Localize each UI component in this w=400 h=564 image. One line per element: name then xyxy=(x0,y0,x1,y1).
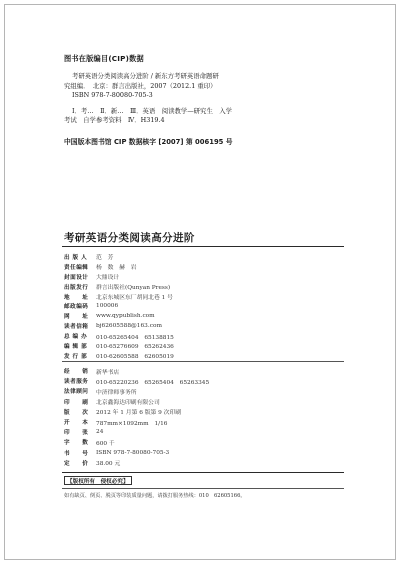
info-value: bj62605588@163.com xyxy=(96,323,162,330)
info-value: ISBN 978-7-80080-705-3 xyxy=(96,449,170,456)
info-row xyxy=(64,351,344,361)
info-value: 大鼎设计 xyxy=(96,275,120,282)
info-value: 2012 年 1 月第 6 版第 9 次印刷 xyxy=(96,410,182,417)
info-row xyxy=(64,301,344,311)
info-row xyxy=(64,376,344,386)
info-row xyxy=(64,262,344,272)
info-value: 787mm×1092mm 1/16 xyxy=(96,420,168,427)
info-label: 开 本 xyxy=(64,420,89,427)
info-value: 100006 xyxy=(96,303,119,310)
info-value: 24 xyxy=(96,429,104,436)
divider xyxy=(62,488,344,489)
info-label: 封面设计 xyxy=(64,274,89,281)
info-label: 责任编辑 xyxy=(64,264,89,271)
info-label: 经 销 xyxy=(64,369,89,376)
info-value: 群言出版社(Qunyan Press) xyxy=(96,285,171,292)
book-title: 考研英语分类阅读高分进阶 xyxy=(64,232,195,244)
footer-note: 如有缺页、倒页、脱页等印装质量问题，请拨打服务热线：010 62605166。 xyxy=(64,493,246,499)
cip-subject-line: Ⅰ．考… Ⅱ．新… Ⅲ．英语 阅读教学—研究生 入学 xyxy=(72,106,233,115)
info-row xyxy=(64,366,344,376)
publication-info xyxy=(64,252,344,361)
info-value: 杨 数 赫 岩 xyxy=(96,265,137,272)
cip-line: ISBN 978-7-80080-705-3 xyxy=(72,91,153,100)
info-label: 读者服务 xyxy=(64,379,89,386)
cip-line: 考研英语分类阅读高分进阶 / 新东方考研英语命题研 xyxy=(72,72,219,80)
cip-heading: 图书在版编目(CIP)数据 xyxy=(64,54,144,63)
info-label: 发 行 部 xyxy=(64,353,88,360)
divider xyxy=(62,472,344,473)
info-row xyxy=(64,386,344,396)
info-row xyxy=(64,272,344,282)
info-value: www.qypublish.com xyxy=(96,313,155,320)
info-value: 新华书店 xyxy=(96,369,120,376)
info-label: 法律顾问 xyxy=(64,389,89,396)
divider xyxy=(62,361,344,362)
info-row xyxy=(64,437,344,447)
info-value: 600 千 xyxy=(96,440,115,447)
info-label: 出 版 人 xyxy=(64,254,88,261)
info-value: 范 芳 xyxy=(96,255,114,262)
info-label: 定 价 xyxy=(64,460,89,467)
info-value: 010-62605588 62605019 xyxy=(96,354,174,361)
info-value: 中济律师事务所 xyxy=(96,389,137,396)
info-value: 北京东城区东厂胡同北巷 1 号 xyxy=(96,295,173,301)
info-label: 邮政编码 xyxy=(64,304,89,311)
info-row xyxy=(64,321,344,331)
info-row xyxy=(64,282,344,292)
info-label: 书 号 xyxy=(64,450,89,457)
info-label: 字 数 xyxy=(64,440,89,447)
divider xyxy=(62,246,344,247)
info-row xyxy=(64,252,344,262)
info-row xyxy=(64,427,344,437)
info-label: 编 辑 部 xyxy=(64,343,88,350)
info-label: 印 刷 xyxy=(64,399,89,406)
info-row xyxy=(64,448,344,458)
rights-notice: 【版权所有 侵权必究】 xyxy=(64,476,132,485)
info-label: 总 编 办 xyxy=(64,334,88,341)
info-value: 010-65276609 65262436 xyxy=(96,344,174,351)
info-value: 010-65220236 65265404 65263345 xyxy=(96,379,210,386)
info-value: 北京鑫海达印刷有限公司 xyxy=(96,400,160,407)
info-row xyxy=(64,331,344,341)
info-label: 网 址 xyxy=(64,314,89,321)
info-label: 版 次 xyxy=(64,409,89,416)
cip-subject-line: 考试 自学参考资料 Ⅳ．H319.4 xyxy=(64,116,165,125)
info-value: 010-65265404 65138815 xyxy=(96,334,174,341)
info-value: 38.00 元 xyxy=(96,461,121,468)
printing-info xyxy=(64,366,344,468)
info-row xyxy=(64,458,344,468)
info-row xyxy=(64,397,344,407)
info-row xyxy=(64,417,344,427)
cip-block xyxy=(64,54,344,146)
info-label: 出版发行 xyxy=(64,284,89,291)
info-row xyxy=(64,341,344,351)
info-label: 读者信箱 xyxy=(64,324,89,331)
cip-line: 究组编． 北京：群言出版社，2007（2012.1 重印） xyxy=(64,81,217,90)
cip-number: 中国版本图书馆 CIP 数据核字 [2007] 第 006195 号 xyxy=(64,137,233,146)
info-row xyxy=(64,292,344,302)
info-label: 印 张 xyxy=(64,430,89,437)
info-row xyxy=(64,311,344,321)
info-label: 地 址 xyxy=(64,294,89,301)
info-row xyxy=(64,407,344,417)
